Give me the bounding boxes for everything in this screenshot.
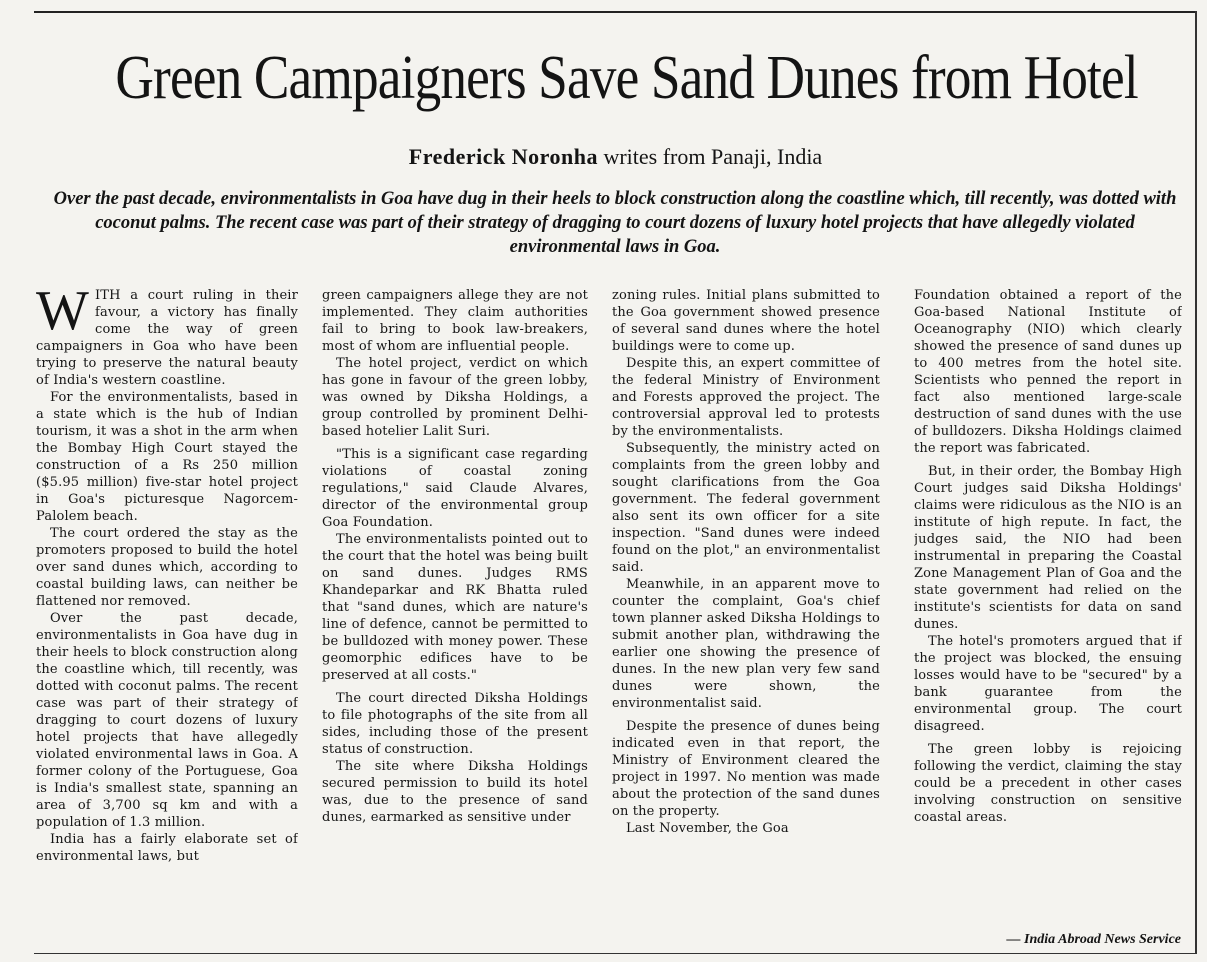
article-column-2 — [322, 287, 588, 952]
bottom-border-rule — [34, 953, 1197, 954]
paragraph: India has a fairly elaborate set of environmental laws, but — [36, 832, 298, 864]
article-deck: Over the past decade, environmentalists in Goa have dug in their heels to block construction along the coastline which, till recently, was dotted with coconut palms. The recent case was part of their strategy of dragging to court dozens of luxury hotel projects that have allegedly violated environmental laws in Goa. — [53, 189, 1177, 257]
byline — [34, 143, 1197, 171]
headline: Green Campaigners Save Sand Dunes from Hotel — [115, 44, 1138, 112]
paragraph: The court ordered the stay as the promoters proposed to build the hotel over sand dunes which, according to coastal building laws, can neither be flattened nor removed. — [36, 526, 298, 609]
paragraph: zoning rules. Initial plans submitted to the Goa government showed presence of several sand dunes where the hotel buildings were to come up. — [612, 288, 880, 354]
paragraph: The hotel project, verdict on which has gone in favour of the green lobby, was owned by Diksha Holdings, a group controlled by prominent Delhi-based hotelier Lalit Suri. — [322, 356, 588, 439]
paragraph: Last November, the Goa — [626, 821, 789, 836]
paragraph: Meanwhile, in an apparent move to counter the complaint, Goa's chief town planner asked Diksha Holdings to submit another plan, withdrawing the earlier one showing the presence of dunes. In the new plan very few sand dunes were shown, the environmentalist said. — [612, 577, 880, 711]
paragraph: The court directed Diksha Holdings to file photographs of the site from all sides, including those of the present status of construction. — [322, 691, 588, 757]
paragraph: "This is a significant case regarding violations of coastal zoning regulations," said Claude Alvares, director of the environmental group Goa Foundation. — [322, 447, 588, 530]
article-column-1 — [36, 287, 298, 952]
paragraph: Foundation obtained a report of the Goa-based National Institute of Oceanography (NIO) which clearly showed the presence of sand dunes up to 400 metres from the hotel site. Scientists who penned the report in fact also mentioned large-scale destruction of sand dunes with the use of bulldozers. Diksha Holdings claimed the report was fabricated. — [914, 288, 1182, 456]
paragraph: Despite the presence of dunes being indicated even in that report, the Ministry of Environment cleared the project in 1997. No mention was made about the protection of the sand dunes on the property. — [612, 719, 880, 819]
paragraph: Over the past decade, environmentalists in Goa have dug in their heels to block construction along the coastline which, till recently, was dotted with coconut palms. The recent case was part of their strategy of dragging to court dozens of luxury hotel projects that have allegedly violated environmental laws in Goa. A former colony of the Portuguese, Goa is India's smallest state, spanning an area of 3,700 sq km and with a population of 1.3 million. — [36, 611, 298, 830]
byline-author: Frederick Noronha — [408, 144, 598, 169]
paragraph: The environmentalists pointed out to the court that the hotel was being built on sand dunes. Judges RMS Khandeparkar and RK Bhatta ruled that "sand dunes, which are nature's line of defence, cannot be permitted to be bulldozed with money power. These geomorphic edifices have to be preserved at all costs." — [322, 532, 588, 683]
paragraph: ITH a court ruling in their favour, a victory has finally come the way of green campaigners in Goa who have been trying to preserve the natural beauty of India's western coastline. — [36, 288, 298, 388]
paragraph: Despite this, an expert committee of the federal Ministry of Environment and Forests approved the project. The controversial approval led to protests by the environmentalists. — [612, 356, 880, 439]
paragraph: But, in their order, the Bombay High Court judges said Diksha Holdings' claims were ridiculous as the NIO is an institute of high repute. In fact, the judges said, the NIO had been instrumental in preparing the Coastal Zone Management Plan of Goa and the state government had relied on the institute's scientists for data on sand dunes. — [914, 464, 1182, 632]
drop-cap: W — [36, 287, 90, 342]
article-column-3 — [612, 287, 880, 952]
top-border-rule — [34, 11, 1197, 13]
paragraph: Subsequently, the ministry acted on complaints from the green lobby and sought clarifications from the Goa government. The federal government also sent its own officer for a site inspection. "Sand dunes were indeed found on the plot," an environmentalist said. — [612, 441, 880, 575]
paragraph: The green lobby is rejoicing following the verdict, claiming the stay could be a precedent in other cases involving construction on sensitive coastal areas. — [914, 742, 1182, 825]
article-column-4 — [914, 287, 1182, 952]
paragraph: The site where Diksha Holdings secured permission to build its hotel was, due to the presence of sand dunes, earmarked as sensitive under — [322, 759, 588, 825]
byline-location: writes from Panaji, India — [597, 144, 823, 169]
paragraph: green campaigners allege they are not implemented. They claim authorities fail to bring to book law-breakers, most of whom are influential people. — [322, 288, 588, 354]
paragraph: The hotel's promoters argued that if the project was blocked, the ensuing losses would have to be "secured" by a bank guarantee from the environmental group. The court disagreed. — [914, 634, 1182, 734]
paragraph: For the environmentalists, based in a state which is the hub of Indian tourism, it was a shot in the arm when the Bombay High Court stayed the construction of a Rs 250 million ($5.95 million) five-star hotel project in Goa's picturesque Nagorcem-Palolem beach. — [36, 390, 298, 524]
news-service-credit: — India Abroad News Service — [1006, 932, 1181, 947]
